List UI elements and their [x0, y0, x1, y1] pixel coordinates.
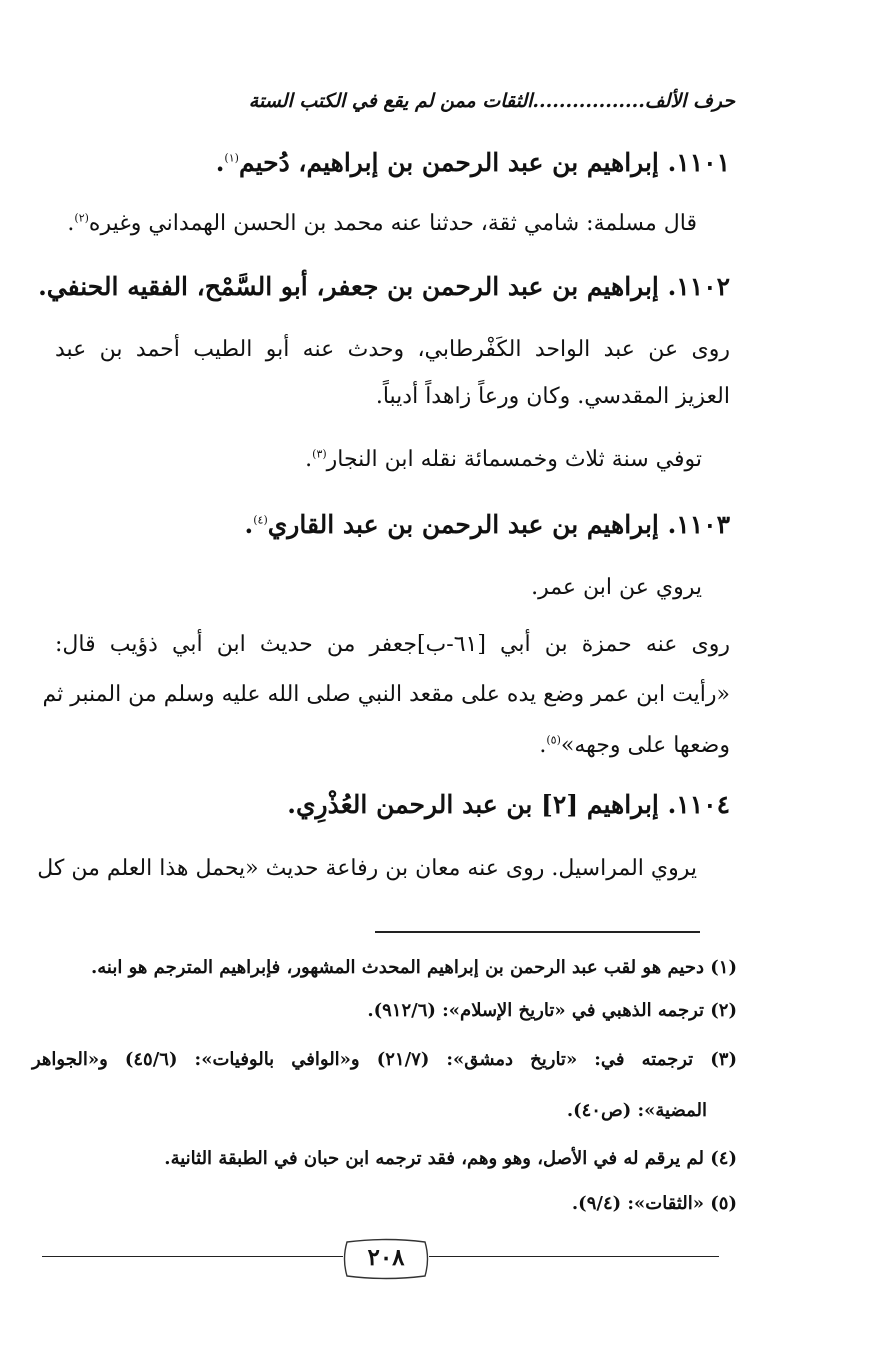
body-line — [539, 733, 730, 759]
body-text: وضعها على وجهه» — [560, 733, 730, 758]
footnote-3-continued: المضية»: (ص٤٠). — [566, 1100, 707, 1121]
body-line: يروي المراسيل. روى عنه معان بن رفاعة حديث «يحمل هذا العلم من كل — [37, 856, 697, 881]
footnote-5: (٥) «الثقات»: (٩/٤). — [571, 1193, 737, 1214]
body-text-end: . — [305, 447, 313, 472]
body-text: توفي سنة ثلاث وخمسمائة نقله ابن النجار — [326, 447, 702, 472]
body-line: يروي عن ابن عمر. — [531, 575, 702, 600]
body-text-end: . — [539, 733, 547, 758]
body-line — [67, 211, 697, 237]
body-line: روى عن عبد الواحد الكَفْرطابي، وحدث عنه أبو الطيب أحمد بن عبد — [55, 337, 730, 362]
entry-title-text: ١١٠١. إبراهيم بن عبد الرحمن بن إبراهيم، دُحيم — [238, 148, 730, 177]
entry-title-end: . — [244, 510, 254, 539]
footnote-4: (٤) لم يرقم له في الأصل، وهو وهم، فقد ترجمه ابن حبان في الطبقة الثانية. — [164, 1148, 737, 1169]
footnote-separator — [375, 931, 700, 933]
page-number: ٢٠٨ — [367, 1244, 405, 1271]
body-text: قال مسلمة: شامي ثقة، حدثنا عنه محمد بن الحسن الهمداني وغيره — [88, 211, 697, 236]
entry-title-1103 — [245, 510, 731, 540]
entry-title-text: ١١٠٣. إبراهيم بن عبد الرحمن بن عبد القاري — [267, 510, 730, 539]
footnote-2: (٢) ترجمه الذهبي في «تاريخ الإسلام»: (٩١٢/٦). — [367, 1000, 737, 1021]
running-header: حرف الألف.................الثقات ممن لم يقع في الكتب الستة — [248, 90, 735, 112]
body-line: العزيز المقدسي. وكان ورعاً زاهداً أديباً. — [375, 384, 730, 409]
entry-title-1101 — [216, 148, 730, 178]
entry-title-1102: ١١٠٢. إبراهيم بن عبد الرحمن بن جعفر، أبو السَّمْح، الفقيه الحنفي. — [38, 272, 730, 301]
footnote-ref: (١) — [224, 151, 239, 165]
body-text-end: . — [67, 211, 75, 236]
footnote-ref: (٥) — [546, 733, 561, 747]
footnote-ref: (٣) — [312, 447, 327, 461]
body-line — [305, 447, 702, 473]
body-line: «رأيت ابن عمر وضع يده على مقعد النبي صلى الله عليه وسلم من المنبر ثم — [42, 682, 730, 707]
footnote-ref: (٢) — [74, 211, 89, 225]
entry-title-end: . — [215, 148, 225, 177]
footnote-3: (٣) ترجمته في: «تاريخ دمشق»: (٢١/٧) و«الوافي بالوفيات»: (٤٥/٦) و«الجواهر — [32, 1049, 737, 1070]
footnote-1: (١) دحيم هو لقب عبد الرحمن بن إبراهيم المحدث المشهور، فإبراهيم المترجم هو ابنه. — [90, 957, 737, 978]
body-line: روى عنه حمزة بن أبي [٦١-ب]جعفر من حديث ابن أبي ذؤيب قال: — [55, 632, 730, 657]
footnote-ref: (٤) — [253, 513, 268, 527]
entry-title-1104: ١١٠٤. إبراهيم [٢] بن عبد الرحمن العُذْرِي. — [287, 790, 730, 819]
bottom-rule-right — [429, 1256, 719, 1257]
bottom-rule-left — [42, 1256, 343, 1257]
